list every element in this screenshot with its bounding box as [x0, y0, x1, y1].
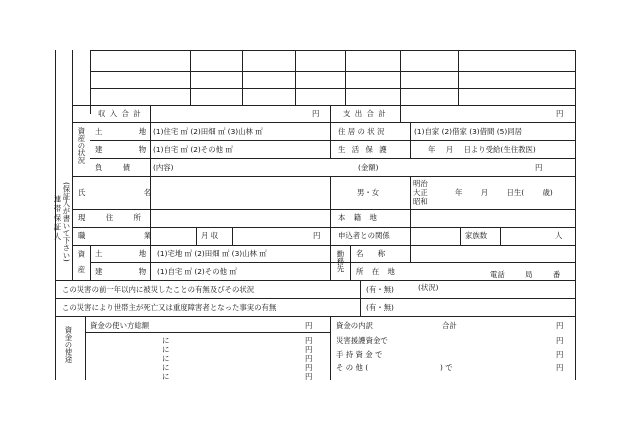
- funds-use: に: [162, 372, 170, 381]
- breakdown-other-suffix: ) で: [440, 363, 453, 372]
- funds-use-yen: 円: [305, 372, 313, 381]
- income-total-label: 収 入 合 計: [98, 109, 142, 118]
- grid-line: [90, 50, 576, 51]
- era-meiji: 明治: [413, 179, 428, 188]
- building-options: (1)自宅 ㎡ (2)その他 ㎡: [153, 145, 233, 154]
- monthly-income-yen: 円: [313, 231, 321, 240]
- grid-line: [90, 158, 576, 159]
- building-label: 建 物: [95, 145, 147, 154]
- disaster-a1: (有・無): [366, 285, 394, 294]
- debt-content: (内容): [153, 163, 174, 172]
- debt-amount: (金額): [358, 163, 379, 172]
- funds-use: に: [162, 354, 170, 363]
- grid-line: [458, 50, 459, 105]
- breakdown-label: 資金の内訳: [336, 321, 373, 330]
- grid-line: [90, 88, 576, 89]
- grid-line: [410, 176, 411, 262]
- funds-use: に: [162, 345, 170, 354]
- phone-label: 電話 局 番: [490, 270, 561, 279]
- expense-yen: 円: [556, 109, 564, 118]
- funds-use-yen: 円: [305, 354, 313, 363]
- breakdown-total: 合計: [442, 321, 457, 330]
- gender: 男・女: [357, 188, 380, 197]
- income-yen: 円: [312, 109, 320, 118]
- grid-line: [330, 105, 331, 158]
- welfare-label: 生 活 保 護: [338, 145, 389, 154]
- disaster-q2: この災害により世帯主が死亡又は重度障害者となった事実の有無: [62, 303, 277, 312]
- grid-line: [90, 71, 576, 72]
- breakdown-item: 手 持 資 金 で: [336, 350, 383, 359]
- grid-line: [190, 50, 191, 105]
- grid-line: [500, 227, 501, 245]
- era-showa: 昭和: [413, 197, 428, 206]
- grid-line: [85, 316, 86, 380]
- funds-use: に: [162, 363, 170, 372]
- grid-line: [72, 105, 576, 106]
- funds-side-label: 資金の使途: [64, 326, 73, 363]
- funds-total-label: 資金の使い方総額: [90, 321, 150, 330]
- grid-line: [72, 176, 576, 177]
- breakdown-yen: 円: [556, 321, 564, 330]
- housing-options: (1)自家 (2)借家 (3)借間 (5)同居: [414, 127, 523, 136]
- grid-line: [55, 316, 576, 317]
- grid-line: [72, 209, 576, 210]
- breakdown-item-yen: 円: [556, 336, 564, 345]
- breakdown-item-yen: 円: [556, 350, 564, 359]
- guarantor-asset-side: 資産: [77, 250, 86, 281]
- housing-label: 住 居 の 状 況: [338, 127, 385, 136]
- grid-line: [90, 245, 91, 280]
- funds-use: に: [162, 336, 170, 345]
- welfare-value: 年 月 日より受給(生住教医): [428, 145, 536, 154]
- grid-line: [232, 227, 233, 245]
- grid-line: [72, 122, 576, 123]
- debt-label: 負 債: [95, 163, 131, 172]
- disaster-a1-detail: (状況): [418, 283, 439, 292]
- grid-line: [410, 122, 411, 158]
- grid-line: [90, 140, 576, 141]
- grid-line: [345, 50, 346, 105]
- land-options: (1)住宅 ㎡ (2)田畑 ㎡ (3)山林 ㎡: [153, 127, 263, 136]
- grid-line: [90, 262, 576, 263]
- grid-line: [400, 50, 401, 105]
- disaster-q1: この災害の前一年以内に被災したことの有無及びその状況: [62, 285, 255, 294]
- g-building-options: (1)自宅 ㎡ (2)その他 ㎡: [157, 267, 237, 276]
- grid-line: [400, 105, 401, 122]
- grid-line: [330, 176, 331, 280]
- g-building-label: 建 物: [95, 267, 147, 276]
- work-side-label: 勤務先: [336, 250, 345, 273]
- funds-use-yen: 円: [305, 363, 313, 372]
- grid-line: [295, 50, 296, 105]
- g-land-label: 土 地: [95, 249, 147, 258]
- work-name-label: 名 称: [356, 249, 386, 258]
- family-label: 家族数: [465, 231, 488, 240]
- funds-use-yen: 円: [305, 336, 313, 345]
- expense-total-label: 支 出 合 計: [343, 109, 387, 118]
- breakdown-item: 災害援護資金で: [336, 336, 388, 345]
- grid-line: [360, 280, 361, 316]
- grid-line: [55, 298, 576, 299]
- grid-line: [350, 245, 351, 280]
- family-unit: 人: [555, 231, 563, 240]
- debt-yen: 円: [535, 163, 543, 172]
- monthly-income-label: 月 収: [201, 231, 219, 240]
- era-taisho: 大正: [413, 188, 428, 197]
- grid-line: [460, 227, 461, 245]
- grid-line: [85, 332, 330, 333]
- g-land-options: (1)宅地 ㎡ (2)田畑 ㎡ (3)山林 ㎡: [157, 249, 267, 258]
- land-label: 土 地: [95, 127, 147, 136]
- guarantor-side-label: 連帯保証人: [53, 195, 62, 242]
- funds-total-yen: 円: [305, 321, 313, 330]
- relation-label: 申込者との関係: [338, 231, 390, 240]
- address-label: 現 住 所: [78, 213, 141, 222]
- job-label: 職 業: [78, 231, 152, 240]
- guarantor-note: (保証人が書いて下さい): [62, 182, 71, 262]
- grid-line: [150, 105, 151, 176]
- guarantor-name-label: 氏 名: [78, 188, 152, 197]
- grid-line: [72, 245, 576, 246]
- grid-line: [55, 280, 576, 281]
- breakdown-item-yen: 円: [556, 363, 564, 372]
- border-right: [575, 50, 576, 380]
- grid-line: [330, 316, 331, 380]
- grid-line: [150, 245, 151, 280]
- work-location-label: 所 在 地: [356, 267, 395, 276]
- disaster-a2: (有・無): [366, 303, 394, 312]
- birth-date: 年 月 日生( 歳): [455, 188, 553, 197]
- grid-line: [196, 227, 197, 245]
- domicile-label: 本 籍 地: [338, 213, 377, 222]
- funds-use-yen: 円: [305, 345, 313, 354]
- grid-line: [242, 50, 243, 105]
- assets-side-label: 資産の状況: [77, 127, 86, 164]
- breakdown-item: そ の 他 (: [336, 363, 369, 372]
